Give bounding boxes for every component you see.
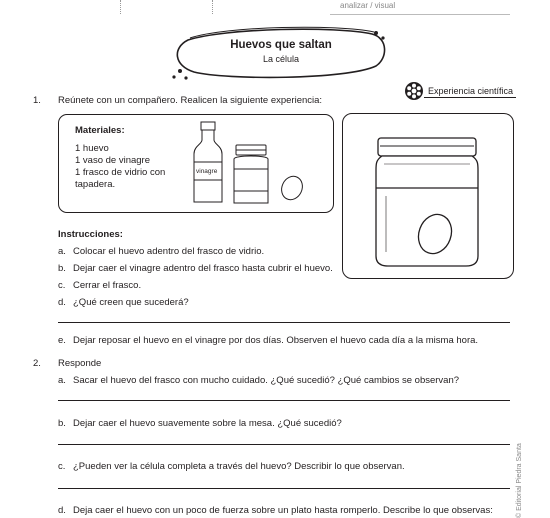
copyright-note: © Editorial Piedra Santa [516,443,523,518]
q1-text: Reúnete con un compañero. Realicen la siguiente experiencia: [58,95,323,106]
bottle-label: vinagre [196,168,218,175]
page-subtitle: La célula [262,54,300,64]
page-title: Huevos que saltan [230,39,332,51]
answer-line[interactable] [58,322,510,323]
badge-underline [424,97,516,98]
materials-item: 1 huevo [75,143,109,154]
step-letter: c. [58,280,66,291]
step-letter: e. [58,335,66,346]
q1-number: 1. [33,95,41,106]
divider [120,0,121,14]
jar-illustration [232,143,272,207]
q2-item-text: Sacar el huevo del frasco con mucho cuidado. ¿Qué sucedió? ¿Qué cambios se observan? [73,375,460,386]
materials-item: tapadera. [75,179,116,190]
divider [330,14,510,15]
answer-line[interactable] [58,488,510,489]
hexagon-cluster-icon [404,81,424,101]
answer-line[interactable] [58,400,510,401]
q2-letter: a. [58,375,66,386]
materials-item: 1 vaso de vinagre [75,155,150,166]
step-text: Dejar reposar el huevo en el vinagre por dos días. Observen el huevo cada día a la misma hora. [73,335,479,346]
divider [212,0,213,14]
badge-label: Experiencia científica [428,86,514,96]
q2-item-text: ¿Pueden ver la célula completa a través del huevo? Describir lo que observan. [73,461,405,472]
vinegar-bottle-illustration [190,120,226,206]
step-text: Colocar el huevo adentro del frasco de vidrio. [73,246,265,257]
instructions-heading: Instrucciones: [58,229,123,240]
step-letter: b. [58,263,66,274]
materials-heading: Materiales: [75,125,125,136]
answer-line[interactable] [58,444,510,445]
q2-letter: b. [58,418,66,429]
q2-letter: d. [58,505,66,516]
step-text: Cerrar el frasco. [73,280,142,291]
egg-illustration [279,172,305,202]
step-text: Dejar caer el vinagre adentro del frasco hasta cubrir el huevo. [73,263,333,274]
q2-item-text: Deja caer el huevo con un poco de fuerza sobre un plato hasta romperlo. Describe lo que observas: [73,505,493,516]
step-letter: a. [58,246,66,257]
q2-item-text: Dejar caer el huevo suavemente sobre la mesa. ¿Qué sucedió? [73,418,342,429]
top-strip [0,0,550,14]
q2-number: 2. [33,358,41,369]
materials-item: 1 frasco de vidrio con [75,167,166,178]
step-text: ¿Qué creen que sucederá? [73,297,189,308]
jar-with-egg-illustration [372,124,482,270]
q2-letter: c. [58,461,66,472]
step-letter: d. [58,297,66,308]
q2-text: Responde [58,358,102,369]
header-hint: analizar / visual [340,1,396,10]
